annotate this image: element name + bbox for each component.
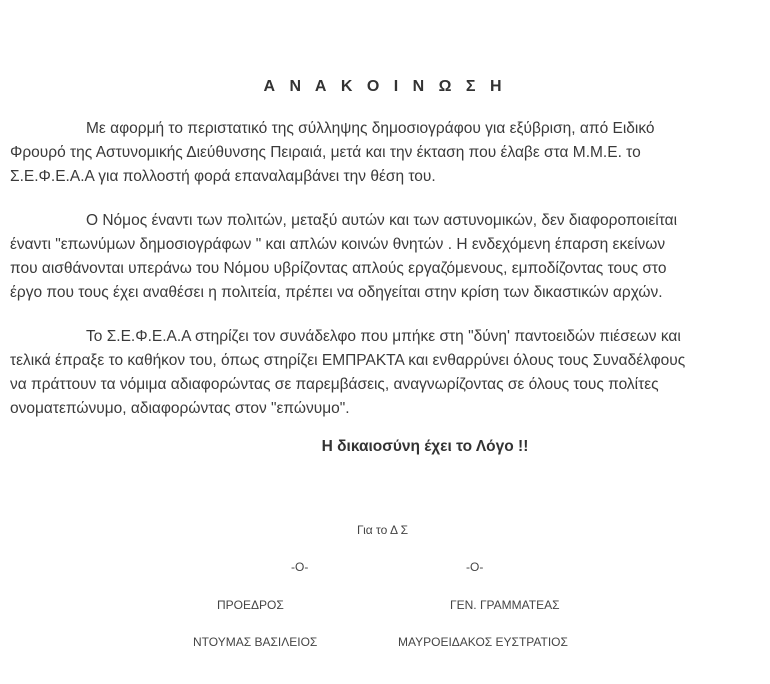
paragraph-3-line-2: τελικά έπραξε το καθήκον του, όπως στηρίζει ΕΜΠΡΑΚΤΑ και ενθαρρύνει όλους τους Συναδέλφους — [10, 352, 686, 369]
paragraph-3 — [10, 325, 770, 421]
paragraph-2-line-2: έναντι "επωνύμων δημοσιογράφων " και απλών κοινών θνητών . Η ενδεχόμενη έπαρση εκείνων — [10, 236, 666, 253]
paragraph-3-line-3: να πράττουν τα νόμιμα αδιαφορώντας σε παρεμβάσεις, αναγνωρίζοντας σε όλους τους πολίτες — [10, 376, 659, 393]
signature-role-president: ΠΡΟΕΔΡΟΣ — [217, 598, 284, 612]
paragraph-3-line-4: ονοματεπώνυμο, αδιαφορώντας στον "επώνυμο". — [10, 400, 350, 417]
signature-name-secretary: ΜΑΥΡΟΕΙΔΑΚΟΣ ΕΥΣΤΡΑΤΙΟΣ — [398, 635, 568, 649]
paragraph-1-line-1: Με αφορμή το περιστατικό της σύλληψης δημοσιογράφου για εξύβριση, από Ειδικό — [86, 120, 655, 137]
paragraph-2-line-4: έργο που τους έχει αναθέσει η πολιτεία, πρέπει να οδηγείται στην κρίση των δικαστικών αρχών. — [10, 284, 663, 301]
paragraph-2 — [10, 209, 770, 305]
signature-separator-right: -Ο- — [466, 560, 484, 574]
paragraph-2-line-1: Ο Νόμος έναντι των πολιτών, μεταξύ αυτών και των αστυνομικών, δεν διαφοροποιείται — [86, 212, 678, 229]
signature-for-board: Για το Δ Σ — [357, 523, 409, 537]
paragraph-3-line-1: Το Σ.Ε.Φ.Ε.Α.Α στηρίζει τον συνάδελφο που μπήκε στη "δύνη' παντοειδών πιέσεων και — [86, 328, 681, 345]
announcement-title: Α Ν Α Κ Ο Ι Ν Ω Σ Η — [263, 78, 507, 95]
signature-name-president: ΝΤΟΥΜΑΣ ΒΑΣΙΛΕΙΟΣ — [193, 635, 318, 649]
paragraph-1-line-2: Φρουρό της Αστυνομικής Διεύθυνσης Πειραιά, μετά και την έκταση που έλαβε στα Μ.Μ.Ε. το — [10, 144, 641, 161]
signature-separator-left: -Ο- — [291, 560, 309, 574]
signature-role-secretary: ΓΕΝ. ΓΡΑΜΜΑΤΕΑΣ — [450, 598, 560, 612]
paragraph-2-line-3: που αισθάνονται υπεράνω του Νόμου υβρίζοντας απλούς εργαζόμενους, εμποδίζοντας τους στο — [10, 260, 667, 277]
slogan: Η δικαιοσύνη έχει το Λόγο !! — [321, 438, 529, 455]
paragraph-1 — [10, 117, 770, 189]
paragraph-1-line-3: Σ.Ε.Φ.Ε.Α.Α για πολλοστή φορά επαναλαμβάνει την θέση του. — [10, 168, 436, 185]
